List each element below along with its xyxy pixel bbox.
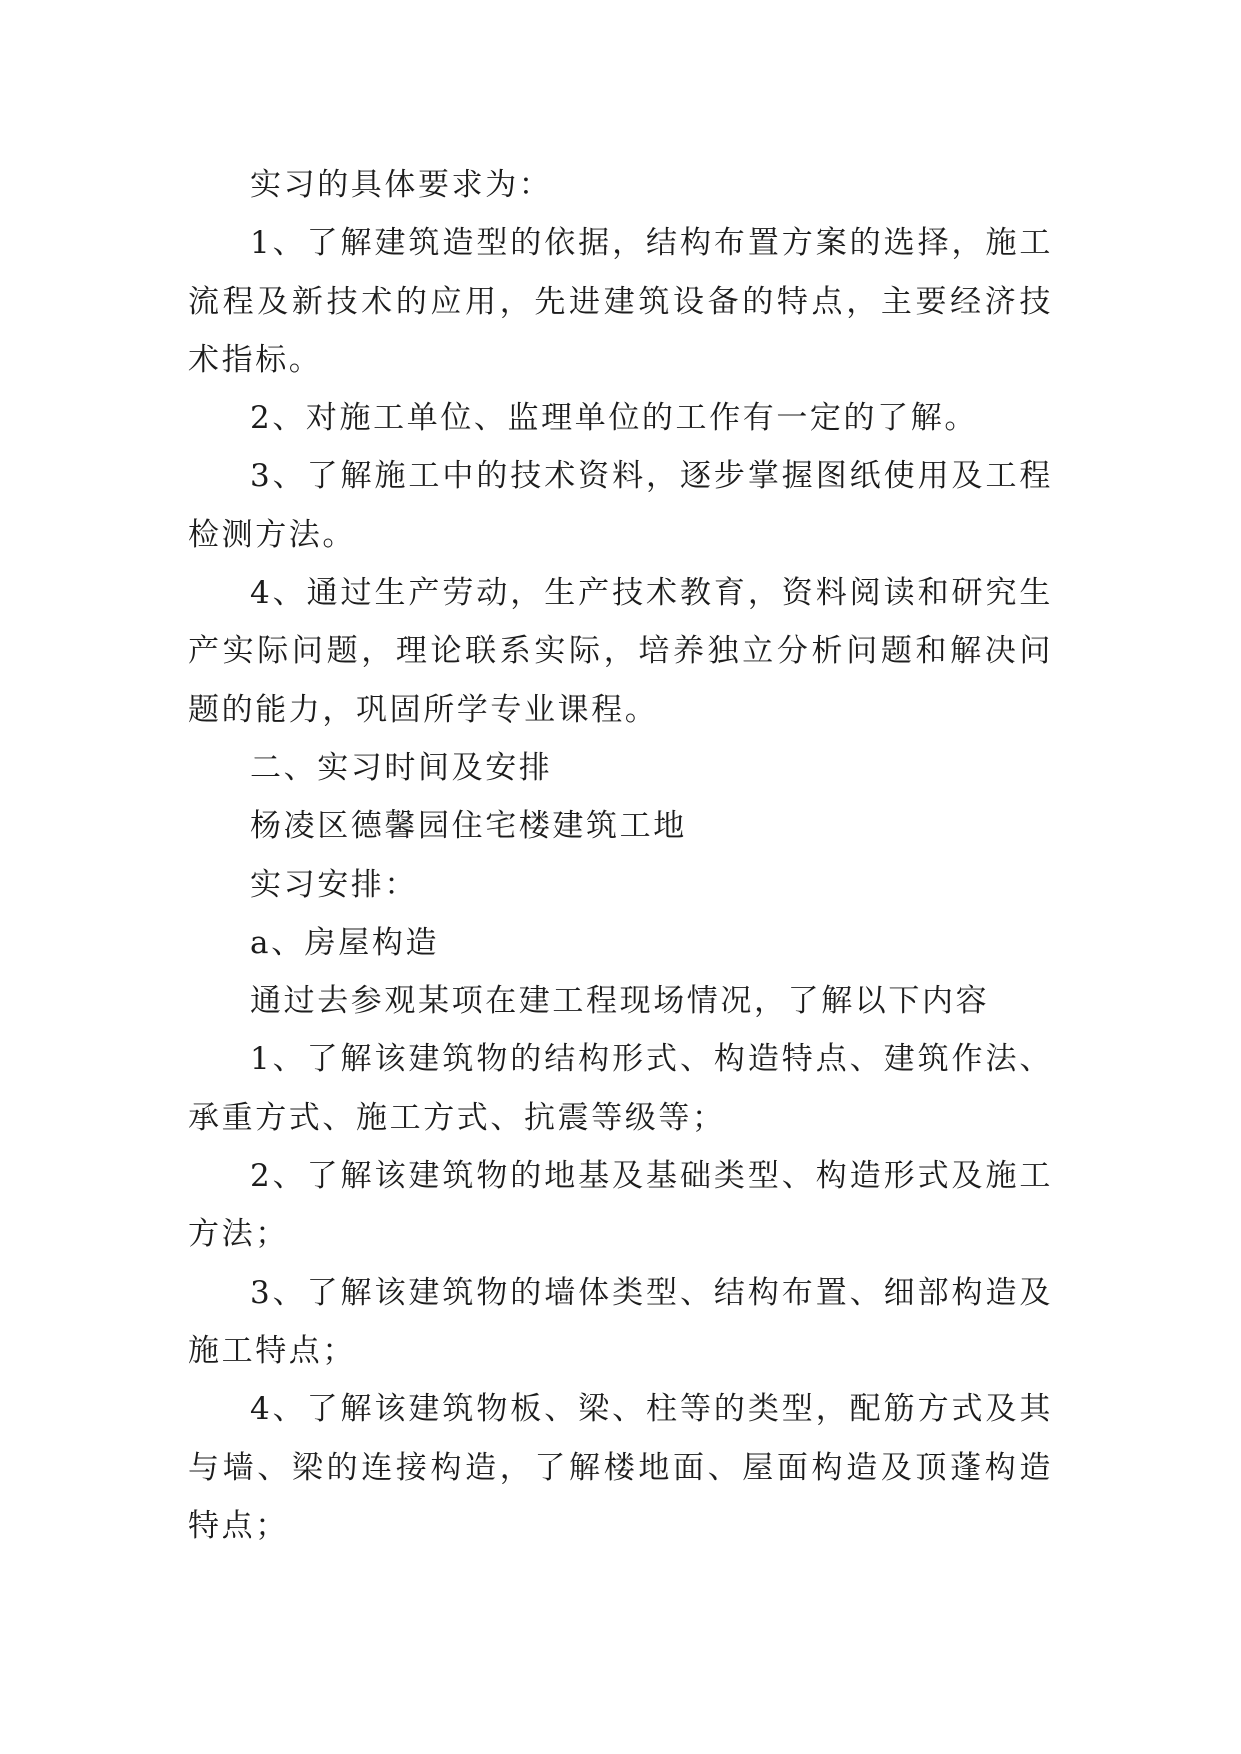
paragraph-arrangement-label: 实习安排： (250, 866, 418, 903)
paragraph-site-name: 杨凌区德馨园住宅楼建筑工地 (250, 808, 687, 845)
paragraph-construction-item-2: 2、了解该建筑物的地基及基础类型、构造形式及施工方法； (188, 1158, 1053, 1253)
section-heading-time-arrangement: 二、实习时间及安排 (250, 749, 553, 786)
paragraph-requirement-3: 3、了解施工中的技术资料，逐步掌握图纸使用及工程检测方法。 (188, 458, 1053, 553)
paragraph-construction-item-4: 4、了解该建筑物板、梁、柱等的类型，配筋方式及其与墙、梁的连接构造，了解楼地面、屋面构造及顶蓬构造特点； (188, 1391, 1053, 1544)
paragraph-requirements-heading: 实习的具体要求为： (250, 167, 553, 203)
paragraph-requirement-2: 2、对施工单位、监理单位的工作有一定的了解。 (250, 400, 978, 437)
paragraph-requirement-4: 4、通过生产劳动，生产技术教育，资料阅读和研究生产实际问题，理论联系实际，培养独立分析问题和解决问题的能力，巩固所学专业课程。 (188, 575, 1053, 728)
document-body (188, 156, 1053, 1555)
paragraph-visit-intro: 通过去参观某项在建工程现场情况，了解以下内容 (250, 983, 990, 1020)
paragraph-construction-item-3: 3、了解该建筑物的墙体类型、结构布置、细部构造及施工特点； (188, 1274, 1053, 1369)
paragraph-requirement-1: 1、了解建筑造型的依据，结构布置方案的选择，施工流程及新技术的应用，先进建筑设备的特点，主要经济技术指标。 (188, 225, 1053, 378)
paragraph-construction-item-1: 1、了解该建筑物的结构形式、构造特点、建筑作法、承重方式、施工方式、抗震等级等； (188, 1041, 1053, 1136)
subheading-house-construction: a、房屋构造 (250, 924, 440, 961)
